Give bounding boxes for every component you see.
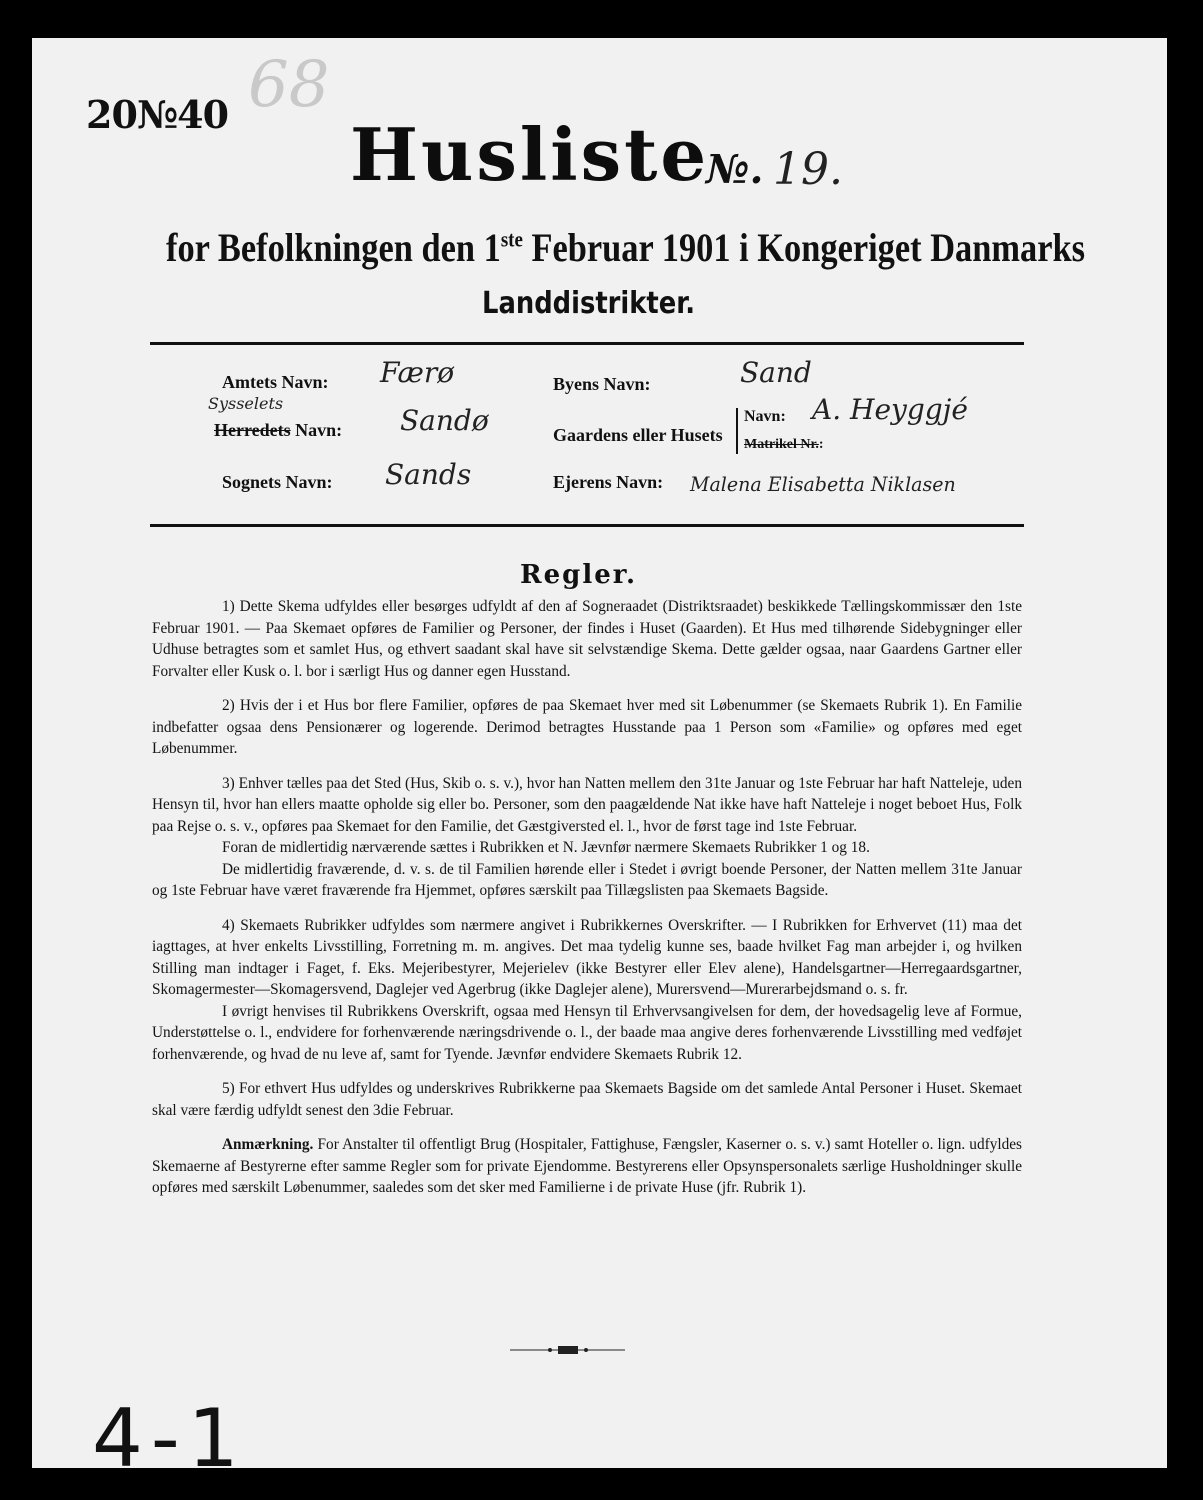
rule-2: 2) Hvis der i et Hus bor flere Familier, opføres de paa Skemaet hver med sit Løbenummer (se Skemaets Rubrik 1). En Familie indbefatter ogsaa dens Pensionærer og logerende. Derimod betragtes Husstande paa 1 Person som «Familie» og opføres med eget Løbenummer. (152, 697, 1022, 757)
amt-label: Amtets Navn: (222, 372, 329, 392)
sogn-value: Sands (385, 458, 472, 491)
form-subtitle: for Befolkningen den 1ste Februar 1901 i Kongeriget Danmarks (166, 225, 1086, 270)
navn-value: A. Heyggjé (812, 393, 968, 426)
form-title: Husliste (350, 112, 710, 197)
corner-handwritten-note: 4-1 (92, 1392, 247, 1485)
remark-label: Anmærkning. (222, 1136, 314, 1153)
sogn-label: Sognets Navn: (222, 472, 333, 492)
herred-label: Herredets Navn: (214, 420, 343, 440)
herred-value: Sandø (400, 404, 489, 437)
by-value: Sand (740, 356, 812, 389)
ejer-value: Malena Elisabetta Niklasen (690, 472, 956, 496)
amt-value: Færø (380, 356, 455, 389)
form-subtitle-district: Landdistrikter. (482, 286, 696, 321)
by-label: Byens Navn: (553, 374, 651, 394)
gaard-label: Gaardens eller Husets (553, 425, 723, 445)
navn-label: Navn: (744, 408, 786, 425)
pencil-note: 68 (248, 48, 330, 122)
rule-4: 4) Skemaets Rubrikker udfyldes som nærmere angivet i Rubrikkernes Overskrifter. — I Rubrikken for Erhvervet (11) maa det iagttages, at hver enkelts Livsstilling, Forretning m. m. angives. Det maa tydelig kunne ses, baade hvilket Fag man arbejder i, og hvilken Stilling man indtager i Faget, f. Eks. Mejeribestyrer, Mejerielev (ikke Bestyrer eller Elev alene), Handelsgartner—Herregaardsgartner, Skomagermester—Skomagersvend, Daglejer ved Agerbrug (ikke Daglejer alene), Murersvend—Murerarbejdsmand o. s. fr. (152, 916, 1022, 998)
ejer-label: Ejerens Navn: (553, 472, 664, 492)
matrikel-label: Matrikel Nr.: (744, 437, 824, 452)
herred-prefix: Sysselets (208, 394, 284, 413)
form-number-label: №. (706, 146, 764, 193)
bottom-rule (150, 524, 1024, 527)
rule-3-absent: De midlertidig fraværende, d. v. s. de til Familien hørende eller i Stedet i øvrigt boende Personer, der Natten mellem 31te Januar og 1ste Februar have været fraværende fra Hjemmet, opføres særskilt paa Tillægslisten paa Skemaets Bagside. (152, 860, 1022, 899)
remark (152, 1134, 1022, 1199)
rule-4-note: I øvrigt henvises til Rubrikkens Overskrift, ogsaa med Hensyn til Erhvervsangivelsen for dem, der hovedsagelig leve af Formue, Understøttelse o. l., endvidere for forhenværende næringsdrivende o. l., der baade maa angive deres forhenværende Livsstilling med vedføjet forhenværende, og hvad de nu leve af, samt for Tyende. Jævnfør endvidere Skemaets Rubrik 12. (152, 1002, 1022, 1063)
rules-body (152, 596, 1022, 1212)
rule-3: 3) Enhver tælles paa det Sted (Hus, Skib o. s. v.), hvor han Natten mellem den 31te Januar og 1ste Februar har haft Natteleje, uden Hensyn til, hvor han ellers maatte opholde sig eller bo. Personer, som den paagældende Nat ikke have haft Natteleje i noget beboet Hus, Folk paa Rejse o. s. v., opføres paa Skemaet for den Familie, det Gæstgiversted el. l., hvor de først tage ind 1ste Februar. (152, 774, 1022, 835)
form-number-value: 19. (773, 144, 843, 195)
remark-text: For Anstalter til offentligt Brug (Hospitaler, Fattighuse, Fængsler, Kaserner o. s. v.) samt Hoteller o. lign. udfyldes Skemaerne af Bestyrerne efter samme Regler som for private Ejendomme. Bestyrerens eller Opsynspersonalets særlige Husholdninger skulle opføres med særskilt Løbenummer, saaledes som det sker med Familierne i de private Huse (jfr. Rubrik 1). (152, 1136, 1022, 1196)
rules-heading: Regler. (520, 560, 638, 590)
top-rule (150, 342, 1024, 345)
rule-1: 1) Dette Skema udfyldes eller besørges udfyldt af den af Sogneraadet (Distriktsraadet) beskikkede Tællingskommissær den 1ste Februar 1901. — Paa Skemaet opføres de Familier og Personer, der findes i Huset (Gaarden). Et Hus med tilhørende Sidebygninger eller Udhuse betragtes som et samlet Hus, og ethvert saadant skal have sit selvstændige Skema. Dette gælder ogsaa, naar Gaardens Gartner eller Forvalter eller Kusk o. l. bor i særligt Hus og danner egen Husstand. (152, 598, 1022, 680)
archive-stamp: 20№40 (86, 92, 229, 137)
rule-3-note-n: Foran de midlertidig nærværende sættes i Rubrikken et N. Jævnfør nærmere Skemaets Rubrikker 1 og 18. (222, 839, 870, 856)
field-bracket (736, 408, 738, 454)
ornament-divider (510, 1343, 625, 1357)
rule-5: 5) For ethvert Hus udfyldes og underskrives Rubrikkerne paa Skemaets Bagside om det samlede Antal Personer i Huset. Skemaet skal være færdig udfyldt senest den 3die Februar. (152, 1080, 1022, 1119)
